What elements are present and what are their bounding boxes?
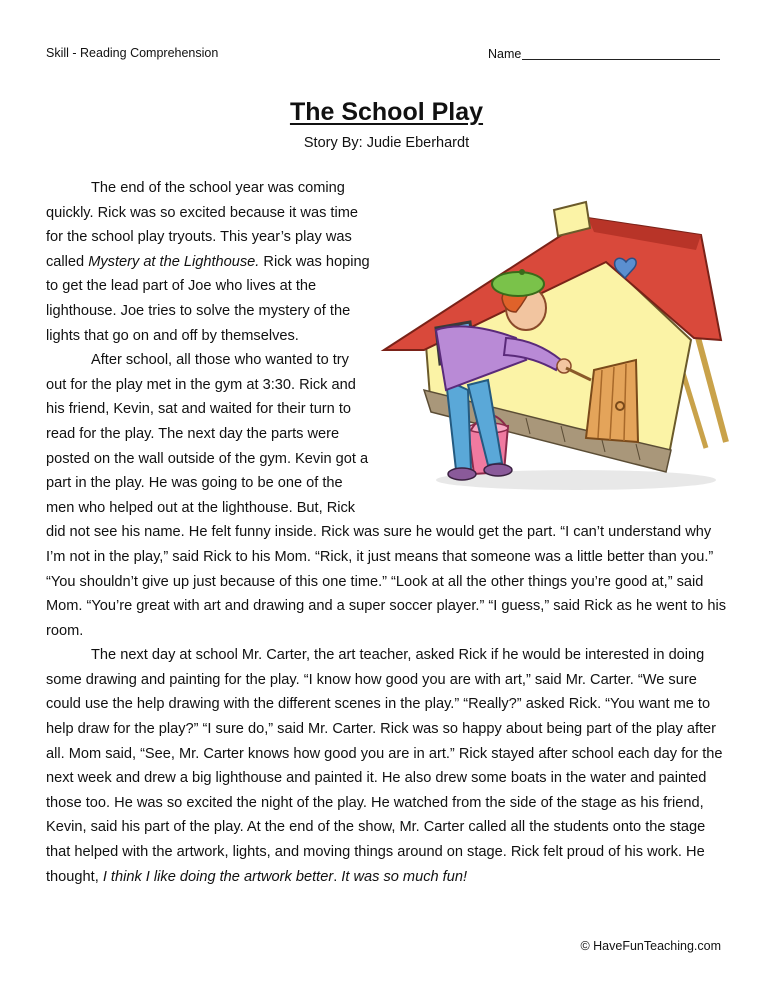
story-text: The next day at school Mr. Carter, the art teacher, asked Rick if he would be interested in doing some drawing and painting for the play. “I know how good you are with art,” said Mr. Carter. “We sure could use the help drawing with the different scenes in the play.” “Really?” asked Rick. “You want me to help draw for the play?” “I sure do,” said Mr. Carter. Rick was so happy about being part of the play after all. Mom said, “See, Mr. Carter knows how good you are in art.” Rick stayed after school each day for the next week and drew a big lighthouse and painted it. He also drew some boats in the water and painted those too. He was so excited the night of the play. He watched from the side of the stage as his friend, Kevin, said his part of the play. At the end of the show, Mr. Carter called all the students onto the stage that helped with the artwork, lights, and moving things around on stage. Rick felt proud of his work. He thought,	[46, 647, 723, 885]
name-label: Name	[488, 47, 522, 61]
story-body	[46, 176, 731, 889]
play-title-italic: Mystery at the Lighthouse.	[88, 253, 260, 270]
story-text: .	[333, 868, 342, 885]
thought-italic: I think I like doing the artwork better	[102, 868, 334, 885]
story-text: Rick was hoping to get the lead part of Joe who lives at the lighthouse. Joe tries to solve the mystery of the lights that go on and off by themselves.	[46, 253, 370, 344]
worksheet-header	[46, 46, 721, 64]
story-paragraph-3	[46, 643, 731, 889]
skill-label: Skill - Reading Comprehension	[46, 46, 219, 60]
story-text: The end of the school year was coming quickly. Rick was so excited because it was time for the school play tryouts. This year’s play was called	[46, 180, 358, 270]
name-field	[488, 46, 720, 61]
story-byline: Story By: Judie Eberhardt	[303, 135, 470, 151]
copyright-footer: © HaveFunTeaching.com	[580, 939, 721, 953]
story-paragraph-2: After school, all those who wanted to try out for the play met in the gym at 3:30. Rick and his friend, Kevin, sat and waited for their turn to read for the play. The next day the parts were posted on the wall outside of the gym. Kevin got a part in the play. He was going to be one of the men who helped out at the lighthouse. But, Rick did not see his name. He felt funny inside. Rick was sure he would get the part. “I can’t understand why I’m not in the play,” said Rick to his Mom. “Rick, it just means that someone was a little better than you.” “You shouldn’t give up just because of this one time.” “Look at all the other things you’re good at,” said Mom. “You’re great with art and drawing and a super soccer player.” “I guess,” said Rick as he went to his room.	[46, 352, 727, 639]
name-blank-line[interactable]	[522, 46, 720, 60]
illustration-svg	[376, 180, 741, 500]
thought-italic: It was so much fun!	[341, 868, 468, 885]
boy-painting-house-illustration	[376, 180, 741, 500]
story-title: The School Play	[289, 98, 484, 126]
